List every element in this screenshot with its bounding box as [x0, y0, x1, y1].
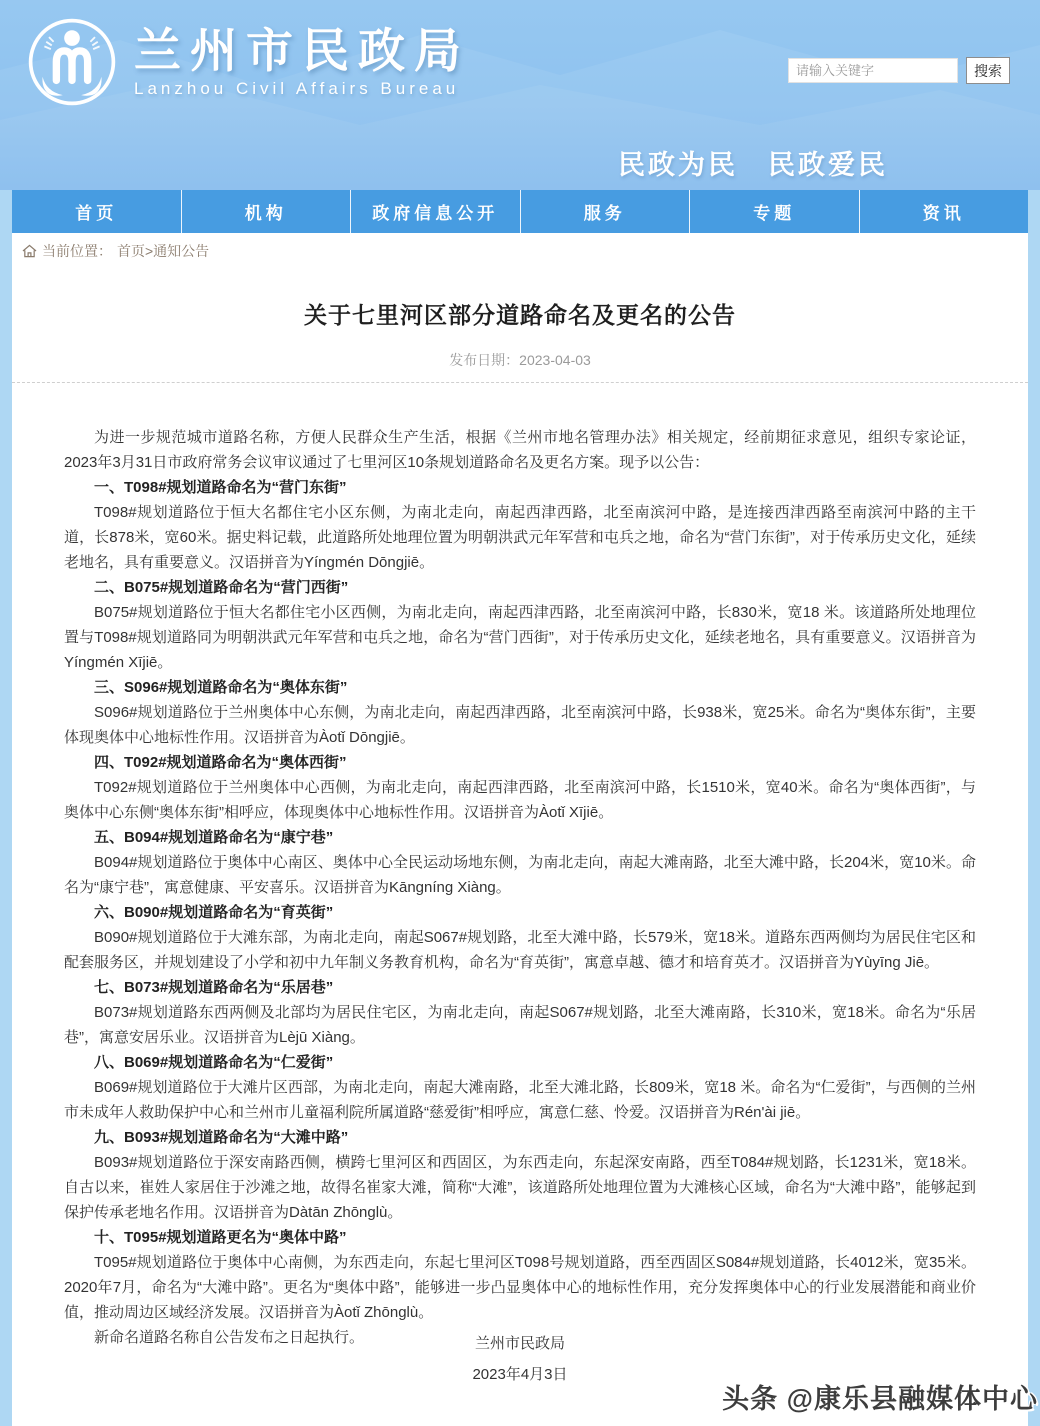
section-heading: 九、B093#规划道路命名为“大滩中路”	[94, 1129, 349, 1146]
home-icon	[22, 244, 37, 258]
nav-item-gov-info[interactable]: 政府信息公开	[351, 190, 521, 233]
closing-paragraph: 新命名道路名称自公告发布之日起执行。	[94, 1329, 365, 1346]
nav-item-services[interactable]: 服务	[521, 190, 691, 233]
section-heading: 五、B094#规划道路命名为“康宁巷”	[94, 829, 334, 846]
section-heading: 三、S096#规划道路命名为“奥体东街”	[94, 679, 348, 696]
breadcrumb	[12, 233, 1028, 265]
signature-org: 兰州市民政局	[474, 1335, 565, 1352]
search-input[interactable]	[788, 58, 958, 83]
dashed-divider	[12, 382, 1028, 383]
section-heading: 二、B075#规划道路命名为“营门西街”	[94, 579, 349, 596]
site-name: 兰州市民政局	[134, 23, 470, 77]
search-button[interactable]: 搜索	[966, 57, 1010, 84]
nav-item-news[interactable]: 资讯	[922, 204, 965, 223]
content-area	[12, 233, 1028, 1426]
intro-paragraph: 为进一步规范城市道路名称，方便人民群众生产生活，根据《兰州市地名管理办法》相关规定，经前期征求意见，组织专家论证，2023年3月31日市政府常务会议审议通过了七里河区10条规划道路命名及更名方案。现予以公告：	[64, 429, 976, 471]
section-body: B093#规划道路位于深安南路西侧，横跨七里河区和西固区，为东西走向，东起深安南路，西至T084#规划路，长1231米，宽18米。自古以来，崔姓人家居住于沙滩之地，故得名崔家大滩，简称“大滩”，该道路所处地理位置为大滩核心区域，命名为“大滩中路”，能够起到保护传承老地名作用。汉语拼音为Dàtān Zhōnglù。	[64, 1154, 976, 1221]
site-header	[0, 0, 1040, 190]
section-body: B075#规划道路位于恒大名都住宅小区西侧，为南北走向，南起西津西路，北至南滨河中路，长830米，宽18 米。该道路所处地理位置与T098#规划道路同为明朝洪武元年军营和屯兵之地，命名为“营门西街”，对于传承历史文化，延续老地名，具有重要意义。汉语拼音为Yíngmén Xījiē。	[64, 604, 976, 671]
breadcrumb-label: 当前位置：	[42, 243, 112, 259]
nav-item-organization[interactable]: 机构	[182, 190, 352, 233]
toutiao-watermark: 头条 @康乐县融媒体中心	[722, 1384, 1038, 1414]
section-body: B073#规划道路东西两侧及北部均为居民住宅区，为南北走向，南起S067#规划路，北至大滩南路，长310米，宽18米。命名为“乐居巷”，寓意安居乐业。汉语拼音为Lèjū Xiàng。	[64, 1004, 976, 1046]
section-body: S096#规划道路位于兰州奥体中心东侧，为南北走向，南起西津西路，北至南滨河中路，长938米，宽25米。命名为“奥体东街”，主要体现奥体中心地标性作用。汉语拼音为Àotǐ Dōngjiē。	[64, 704, 976, 746]
breadcrumb-path[interactable]: 首页>通知公告	[117, 243, 210, 259]
publish-date: 发布日期：2023-04-03	[449, 352, 591, 368]
site-title-block	[134, 25, 470, 100]
nav-item-topics[interactable]: 专题	[690, 190, 860, 233]
section-body: B069#规划道路位于大滩片区西部，为南北走向，南起大滩南路，北至大滩北路，长809米，宽18 米。命名为“仁爱街”，与西侧的兰州市未成年人救助保护中心和兰州市儿童福利院所属道路“慈爱街”相呼应，寓意仁慈、怜爱。汉语拼音为Rén'ài jiē。	[64, 1079, 976, 1121]
site-name-english: Lanzhou Civil Affairs Bureau	[134, 79, 460, 99]
section-body: B090#规划道路位于大滩东部，为南北走向，南起S067#规划路，北至大滩中路，长579米，宽18米。道路东西两侧均为居民住宅区和配套服务区，并规划建设了小学和初中九年制义务教育机构，命名为“育英街”，寓意卓越、德才和培育英才。汉语拼音为Yùyīng Jiē。	[64, 929, 976, 971]
section-body: T095#规划道路位于奥体中心南侧，为东西走向，东起七里河区T098号规划道路，西至西固区S084#规划道路，长4012米，宽35米。2020年7月，命名为“大滩中路”。更名为“奥体中路”，能够进一步凸显奥体中心的地标性作用，充分发挥奥体中心的行业发展潜能和商业价值，推动周边区域经济发展。汉语拼音为Àotǐ Zhōnglù。	[64, 1254, 976, 1321]
section-body: B094#规划道路位于奥体中心南区、奥体中心全民运动场地东侧，为南北走向，南起大滩南路，北至大滩中路，长204米，宽10米。命名为“康宁巷”，寓意健康、平安喜乐。汉语拼音为Kāngníng Xiàng。	[64, 854, 976, 896]
section-heading: 八、B069#规划道路命名为“仁爱街”	[94, 1054, 334, 1071]
slogan-banner: 民政为民 民政爱民	[618, 150, 888, 180]
nav-item-home[interactable]: 首页	[12, 190, 182, 233]
section-body: T098#规划道路位于恒大名都住宅小区东侧，为南北走向，南起西津西路，北至南滨河中路，是连接西津西路至南滨河中路的主干道，长878米，宽60米。据史料记载，此道路所处地理位置为明朝洪武元年军营和屯兵之地，命名为“营门东街”，对于传承历史文化，延续老地名，具有重要意义。汉语拼音为Yíngmén Dōngjiē。	[64, 504, 976, 571]
article-body	[64, 425, 976, 1350]
main-nav	[12, 190, 1028, 233]
section-body: T092#规划道路位于兰州奥体中心西侧，为南北走向，南起西津西路，北至南滨河中路，长1510米，宽40米。命名为“奥体西街”，与奥体中心东侧“奥体东街”相呼应，体现奥体中心地标性作用。汉语拼音为Àotǐ Xījiē。	[64, 779, 976, 821]
announcement-article	[12, 265, 1028, 1350]
section-heading: 六、B090#规划道路命名为“育英街”	[94, 904, 334, 921]
page-title: 关于七里河区部分道路命名及更名的公告	[304, 302, 736, 328]
section-heading: 十、T095#规划道路更名为“奥体中路”	[94, 1229, 347, 1246]
section-heading: 四、T092#规划道路命名为“奥体西街”	[94, 754, 347, 771]
search-bar	[788, 57, 1010, 84]
section-heading: 一、T098#规划道路命名为“营门东街”	[94, 479, 347, 496]
civil-affairs-logo-icon	[26, 16, 118, 108]
signature-date: 2023年4月3日	[472, 1366, 568, 1383]
section-heading: 七、B073#规划道路命名为“乐居巷”	[94, 979, 334, 996]
site-logo[interactable]	[26, 16, 470, 108]
